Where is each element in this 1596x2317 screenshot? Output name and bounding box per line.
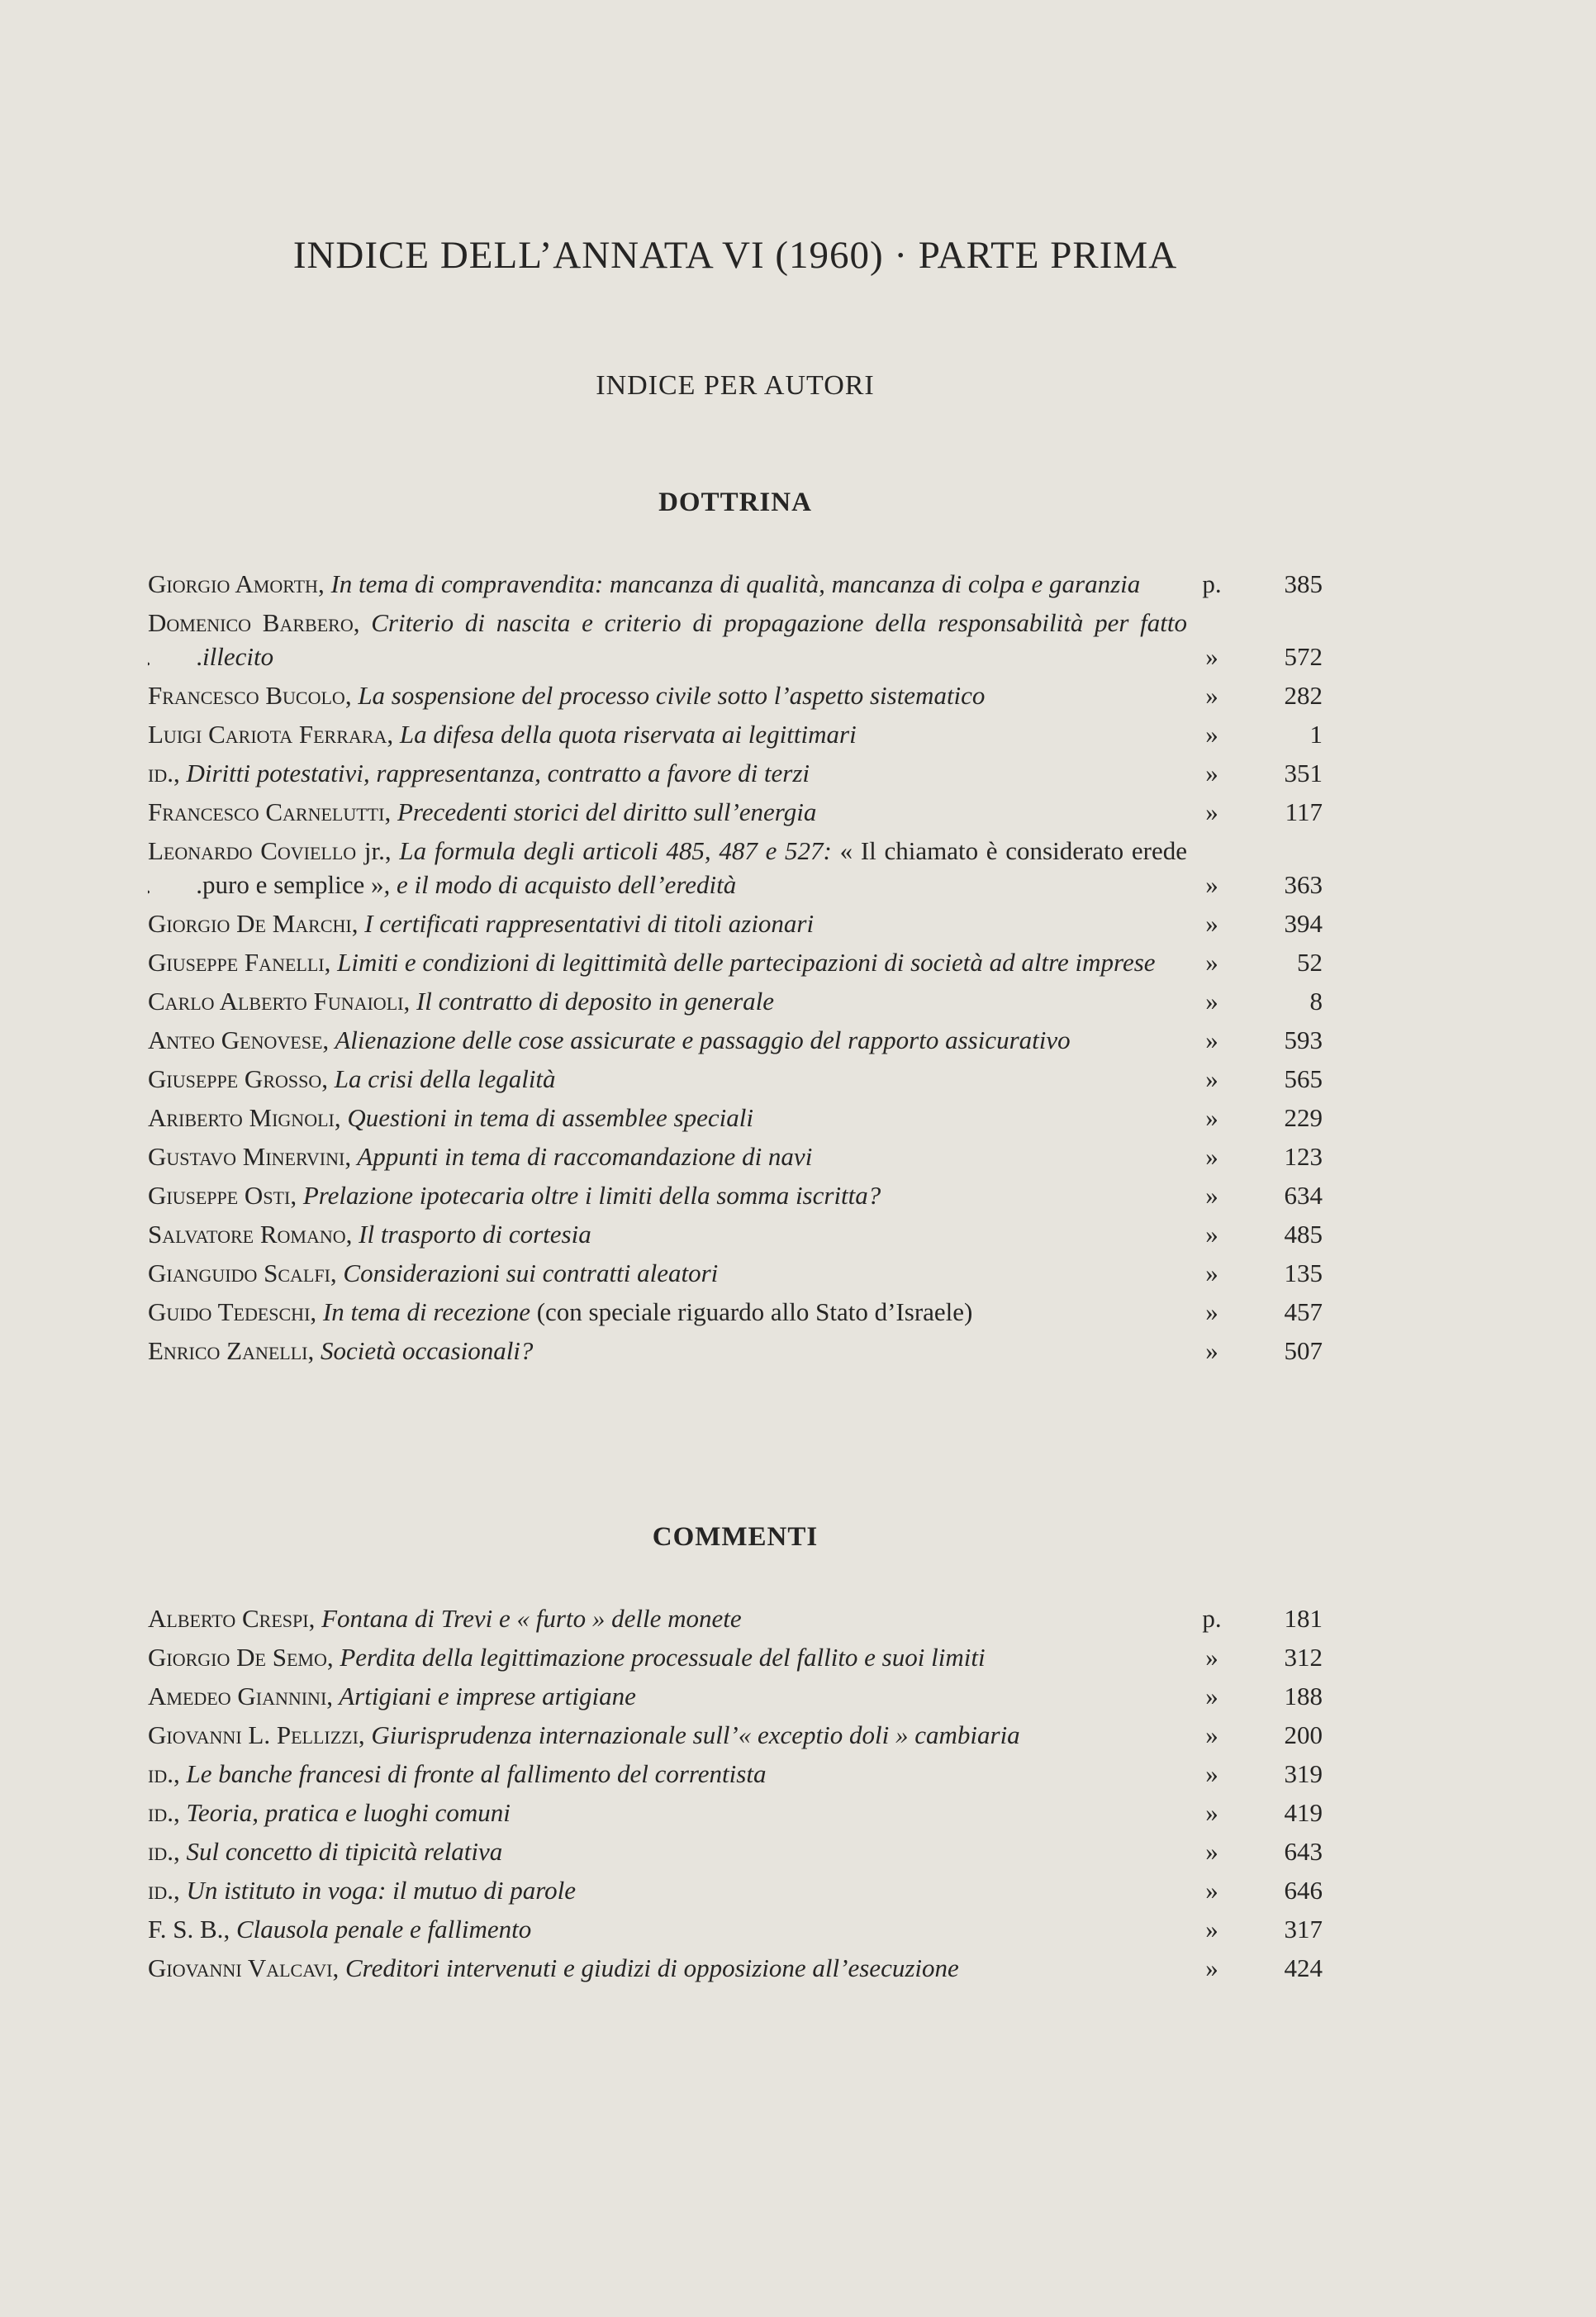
entry-title: Appunti in tema di raccomandazione di navi bbox=[351, 1142, 827, 1171]
entry-author: Gustavo Minervini bbox=[148, 1142, 345, 1171]
entry-author-suffix: , bbox=[310, 1297, 317, 1326]
page-number: 1 bbox=[1309, 720, 1323, 749]
entry-title: Diritti potestativi, rappresentanza, contratto a favore di terzi bbox=[180, 759, 824, 787]
entry-author-suffix: , bbox=[344, 1142, 352, 1171]
index-entry bbox=[148, 1912, 1323, 1946]
entry-title: Le banche francesi di fronte al fallimento del correntista bbox=[180, 1759, 781, 1788]
entry-author-suffix: jr., bbox=[356, 836, 392, 865]
entry-title: Clausola penale e fallimento bbox=[230, 1915, 546, 1944]
index-entry bbox=[148, 678, 1323, 712]
entry-text bbox=[148, 606, 1187, 673]
index-entry bbox=[148, 1178, 1323, 1212]
entry-title: Sul concetto di tipicità relativa bbox=[180, 1837, 518, 1866]
entry-author: Giorgio Amorth bbox=[148, 569, 318, 598]
entry-author-suffix: , bbox=[324, 948, 331, 977]
entry-title: Prelazione ipotecaria oltre i limiti della somma iscritta? bbox=[297, 1181, 895, 1210]
entry-author-suffix: , bbox=[384, 797, 392, 826]
entry-author: Leonardo Coviello bbox=[148, 836, 357, 865]
entry-title: In tema di compravendita: mancanza di qualità, mancanza di colpa e garanzia bbox=[325, 569, 1156, 598]
entry-author: Giovanni L. Pellizzi bbox=[148, 1720, 359, 1749]
page-marker: » bbox=[1205, 1682, 1218, 1710]
page-marker: » bbox=[1205, 1220, 1218, 1249]
entry-author-suffix: , bbox=[173, 1837, 180, 1866]
page-marker: » bbox=[1205, 797, 1218, 826]
entry-title: La sospensione del processo civile sotto l’aspetto sistematico bbox=[352, 681, 1000, 710]
entry-title: , e il modo di acquisto dell’eredità bbox=[384, 870, 752, 899]
entry-author: id. bbox=[148, 759, 173, 787]
page-marker: » bbox=[1205, 1064, 1218, 1093]
entry-author: F. S. B. bbox=[148, 1915, 224, 1944]
entry-author: Ariberto Mignoli bbox=[148, 1103, 335, 1132]
page-marker: » bbox=[1205, 720, 1218, 749]
entry-title: Un istituto in voga: il mutuo di parole bbox=[180, 1876, 591, 1905]
page-number: 394 bbox=[1284, 909, 1323, 938]
entry-author: Giuseppe Grosso bbox=[148, 1064, 322, 1093]
entry-author-suffix: , bbox=[358, 1720, 365, 1749]
entry-author-suffix: , bbox=[173, 759, 180, 787]
entry-author-suffix: , bbox=[223, 1915, 230, 1944]
index-entry bbox=[148, 1640, 1323, 1674]
page-number: 188 bbox=[1284, 1682, 1323, 1710]
entry-title: « Il chiamato è considerato erede puro e semplice » bbox=[202, 836, 1187, 899]
page-number: 123 bbox=[1284, 1142, 1323, 1171]
index-entry bbox=[148, 984, 1323, 1018]
entry-text bbox=[148, 984, 1187, 1018]
entry-author: Giuseppe Osti bbox=[148, 1181, 291, 1210]
entry-text bbox=[148, 1101, 1187, 1135]
page-marker: » bbox=[1205, 642, 1218, 671]
page-number: 457 bbox=[1284, 1297, 1323, 1326]
page-number: 593 bbox=[1284, 1025, 1323, 1054]
entry-author-suffix: , bbox=[321, 1064, 328, 1093]
entry-author-suffix: , bbox=[353, 608, 360, 637]
index-entry bbox=[148, 1873, 1323, 1907]
index-entry bbox=[148, 1256, 1323, 1290]
entry-text bbox=[148, 1951, 1187, 1985]
index-subtitle: INDICE PER AUTORI bbox=[596, 370, 875, 401]
index-entry bbox=[148, 756, 1323, 790]
entry-text bbox=[148, 1601, 1187, 1635]
page-marker: » bbox=[1205, 1297, 1218, 1326]
page-number: 363 bbox=[1284, 870, 1323, 899]
entry-title: Il contratto di deposito in generale bbox=[410, 987, 789, 1016]
page-marker: » bbox=[1205, 1876, 1218, 1905]
entry-title: Considerazioni sui contratti aleatori bbox=[337, 1258, 734, 1287]
entry-text bbox=[148, 567, 1187, 601]
entry-author: id. bbox=[148, 1837, 173, 1866]
page-number: 351 bbox=[1284, 759, 1323, 787]
entry-author-suffix: , bbox=[290, 1181, 297, 1210]
page-number: 117 bbox=[1285, 797, 1323, 826]
entry-title: Fontana di Trevi e « furto » delle monete bbox=[315, 1604, 756, 1633]
page-marker: » bbox=[1205, 1025, 1218, 1054]
entry-author-suffix: , bbox=[345, 1220, 353, 1249]
page-marker: » bbox=[1205, 1103, 1218, 1132]
entry-text bbox=[148, 1834, 1187, 1868]
entry-author: Francesco Carnelutti bbox=[148, 797, 385, 826]
entry-author: Anteo Genovese bbox=[148, 1025, 323, 1054]
page-number: 229 bbox=[1284, 1103, 1323, 1132]
page-marker: » bbox=[1205, 1336, 1218, 1365]
page-number: 385 bbox=[1284, 569, 1323, 598]
entry-author: Giovanni Valcavi bbox=[148, 1953, 333, 1982]
entry-text bbox=[148, 1640, 1187, 1674]
dottrina-list bbox=[148, 567, 1323, 1373]
entry-author: Giuseppe Fanelli bbox=[148, 948, 325, 977]
entry-title: (con speciale riguardo allo Stato d’Israele) bbox=[530, 1297, 987, 1326]
page-marker: » bbox=[1205, 987, 1218, 1016]
index-entry bbox=[148, 1951, 1323, 1985]
index-entry bbox=[148, 1334, 1323, 1368]
entry-text bbox=[148, 945, 1187, 979]
page-number: 317 bbox=[1284, 1915, 1323, 1944]
page-marker: » bbox=[1205, 1915, 1218, 1944]
entry-author: Alberto Crespi bbox=[148, 1604, 309, 1633]
page-marker: » bbox=[1205, 1953, 1218, 1982]
entry-title: I certificati rappresentativi di titoli azionari bbox=[358, 909, 829, 938]
page-marker: » bbox=[1205, 1798, 1218, 1827]
entry-title: La difesa della quota riservata ai legittimari bbox=[393, 720, 872, 749]
entry-author: Carlo Alberto Funaioli bbox=[148, 987, 404, 1016]
index-entry bbox=[148, 1023, 1323, 1057]
entry-author-suffix: , bbox=[173, 1798, 180, 1827]
index-entry bbox=[148, 1796, 1323, 1829]
index-entry bbox=[148, 1601, 1323, 1635]
entry-author-suffix: , bbox=[330, 1258, 337, 1287]
entry-title: Perdita della legittimazione processuale del fallito e suoi limiti bbox=[334, 1643, 1000, 1672]
page-marker: » bbox=[1205, 948, 1218, 977]
index-entry bbox=[148, 1679, 1323, 1713]
section-heading-commenti: COMMENTI bbox=[652, 1522, 819, 1552]
page-number: 181 bbox=[1284, 1604, 1323, 1633]
entry-author-suffix: , bbox=[334, 1103, 341, 1132]
page-marker: p. bbox=[1202, 1604, 1222, 1633]
index-entry bbox=[148, 567, 1323, 601]
section-heading-dottrina: DOTTRINA bbox=[658, 488, 812, 517]
page-marker: » bbox=[1205, 909, 1218, 938]
entry-author-suffix: , bbox=[344, 681, 352, 710]
page-marker: p. bbox=[1202, 569, 1222, 598]
page-number: 8 bbox=[1309, 987, 1323, 1016]
entry-title: Il trasporto di cortesia bbox=[352, 1220, 606, 1249]
entry-text bbox=[148, 1139, 1187, 1173]
page-title: INDICE DELL’ANNATA VI (1960) · PARTE PRIMA bbox=[292, 234, 1178, 277]
entry-author: Luigi Cariota Ferrara bbox=[148, 720, 387, 749]
index-entry bbox=[148, 717, 1323, 751]
page-marker: » bbox=[1205, 1837, 1218, 1866]
entry-text bbox=[148, 678, 1187, 712]
index-entry bbox=[148, 945, 1323, 979]
page-number: 419 bbox=[1284, 1798, 1323, 1827]
entry-text bbox=[148, 1178, 1187, 1212]
entry-title: Artigiani e imprese artigiane bbox=[333, 1682, 651, 1710]
entry-text bbox=[148, 1295, 1187, 1329]
entry-author-suffix: , bbox=[387, 720, 394, 749]
page-number: 200 bbox=[1284, 1720, 1323, 1749]
entry-text bbox=[148, 1023, 1187, 1057]
entry-title: Precedenti storici del diritto sull’energia bbox=[391, 797, 831, 826]
page-marker: » bbox=[1205, 1181, 1218, 1210]
entry-author: Domenico Barbero bbox=[148, 608, 354, 637]
entry-author-suffix: , bbox=[173, 1876, 180, 1905]
commenti-list bbox=[148, 1601, 1323, 1990]
page-marker: » bbox=[1205, 1142, 1218, 1171]
entry-text bbox=[148, 1757, 1187, 1791]
entry-text bbox=[148, 717, 1187, 751]
index-entry bbox=[148, 1718, 1323, 1752]
entry-title: Creditori intervenuti e giudizi di opposizione all’esecuzione bbox=[339, 1953, 974, 1982]
entry-text bbox=[148, 1062, 1187, 1096]
page-number: 282 bbox=[1284, 681, 1323, 710]
entry-author: Amedeo Giannini bbox=[148, 1682, 327, 1710]
entry-text bbox=[148, 1796, 1187, 1829]
entry-title: Alienazione delle cose assicurate e passaggio del rapporto assicurativo bbox=[329, 1025, 1085, 1054]
page-number: 135 bbox=[1284, 1258, 1323, 1287]
entry-title: Questioni in tema di assemblee speciali bbox=[341, 1103, 768, 1132]
entry-text bbox=[148, 1718, 1187, 1752]
entry-title: La crisi della legalità bbox=[328, 1064, 571, 1093]
entry-author-suffix: , bbox=[322, 1025, 330, 1054]
entry-text bbox=[148, 1256, 1187, 1290]
page-number: 319 bbox=[1284, 1759, 1323, 1788]
entry-text bbox=[148, 1679, 1187, 1713]
index-entry bbox=[148, 906, 1323, 940]
page-marker: » bbox=[1205, 759, 1218, 787]
index-entry bbox=[148, 1139, 1323, 1173]
entry-text bbox=[148, 1334, 1187, 1368]
entry-author: Gianguido Scalfi bbox=[148, 1258, 330, 1287]
page-marker: » bbox=[1205, 870, 1218, 899]
entry-text bbox=[148, 834, 1187, 902]
entry-text bbox=[148, 1912, 1187, 1946]
entry-author-suffix: , bbox=[326, 1682, 334, 1710]
page-number: 634 bbox=[1284, 1181, 1323, 1210]
index-entry bbox=[148, 1217, 1323, 1251]
entry-text bbox=[148, 1873, 1187, 1907]
entry-author: Francesco Bucolo bbox=[148, 681, 345, 710]
entry-author: id. bbox=[148, 1759, 173, 1788]
entry-text bbox=[148, 1217, 1187, 1251]
page-marker: » bbox=[1205, 1643, 1218, 1672]
page-number: 646 bbox=[1284, 1876, 1323, 1905]
entry-author: Salvatore Romano bbox=[148, 1220, 346, 1249]
entry-title: Criterio di nascita e criterio di propagazione della responsabilità per fatto illecito bbox=[202, 608, 1187, 671]
index-entry bbox=[148, 1834, 1323, 1868]
entry-title: Limiti e condizioni di legittimità delle partecipazioni di società ad altre imprese bbox=[330, 948, 1170, 977]
index-entry bbox=[148, 1757, 1323, 1791]
page-number: 312 bbox=[1284, 1643, 1323, 1672]
entry-author-suffix: , bbox=[173, 1759, 180, 1788]
page-number: 643 bbox=[1284, 1837, 1323, 1866]
index-entry bbox=[148, 834, 1323, 902]
entry-title: Società occasionali? bbox=[314, 1336, 548, 1365]
entry-title: In tema di recezione bbox=[316, 1297, 530, 1326]
entry-author: Enrico Zanelli bbox=[148, 1336, 308, 1365]
index-entry bbox=[148, 1062, 1323, 1096]
entry-author: Giorgio De Semo bbox=[148, 1643, 327, 1672]
entry-text bbox=[148, 795, 1187, 829]
entry-author-suffix: , bbox=[403, 987, 411, 1016]
index-entry bbox=[148, 606, 1323, 673]
entry-title: Giurisprudenza internazionale sull’« exceptio doli » cambiaria bbox=[365, 1720, 1035, 1749]
entry-author-suffix: , bbox=[317, 569, 325, 598]
entry-author-suffix: , bbox=[332, 1953, 340, 1982]
page-marker: » bbox=[1205, 1720, 1218, 1749]
index-entry bbox=[148, 795, 1323, 829]
page-number: 565 bbox=[1284, 1064, 1323, 1093]
page-marker: » bbox=[1205, 681, 1218, 710]
page-number: 507 bbox=[1284, 1336, 1323, 1365]
entry-author-suffix: , bbox=[307, 1336, 315, 1365]
entry-author: id. bbox=[148, 1876, 173, 1905]
page-number: 52 bbox=[1297, 948, 1323, 977]
entry-text bbox=[148, 756, 1187, 790]
entry-title: La formula degli articoli 485, 487 e 527: bbox=[391, 836, 840, 865]
entry-author: Giorgio De Marchi bbox=[148, 909, 352, 938]
entry-author-suffix: , bbox=[351, 909, 359, 938]
entry-title: Teoria, pratica e luoghi comuni bbox=[180, 1798, 525, 1827]
entry-author-suffix: , bbox=[326, 1643, 334, 1672]
page-number: 572 bbox=[1284, 642, 1323, 671]
entry-author: Guido Tedeschi bbox=[148, 1297, 311, 1326]
entry-author: id. bbox=[148, 1798, 173, 1827]
page-marker: » bbox=[1205, 1258, 1218, 1287]
index-entry bbox=[148, 1101, 1323, 1135]
page-marker: » bbox=[1205, 1759, 1218, 1788]
entry-author-suffix: , bbox=[308, 1604, 316, 1633]
page-number: 424 bbox=[1284, 1953, 1323, 1982]
page-number: 485 bbox=[1284, 1220, 1323, 1249]
entry-text bbox=[148, 906, 1187, 940]
index-entry bbox=[148, 1295, 1323, 1329]
